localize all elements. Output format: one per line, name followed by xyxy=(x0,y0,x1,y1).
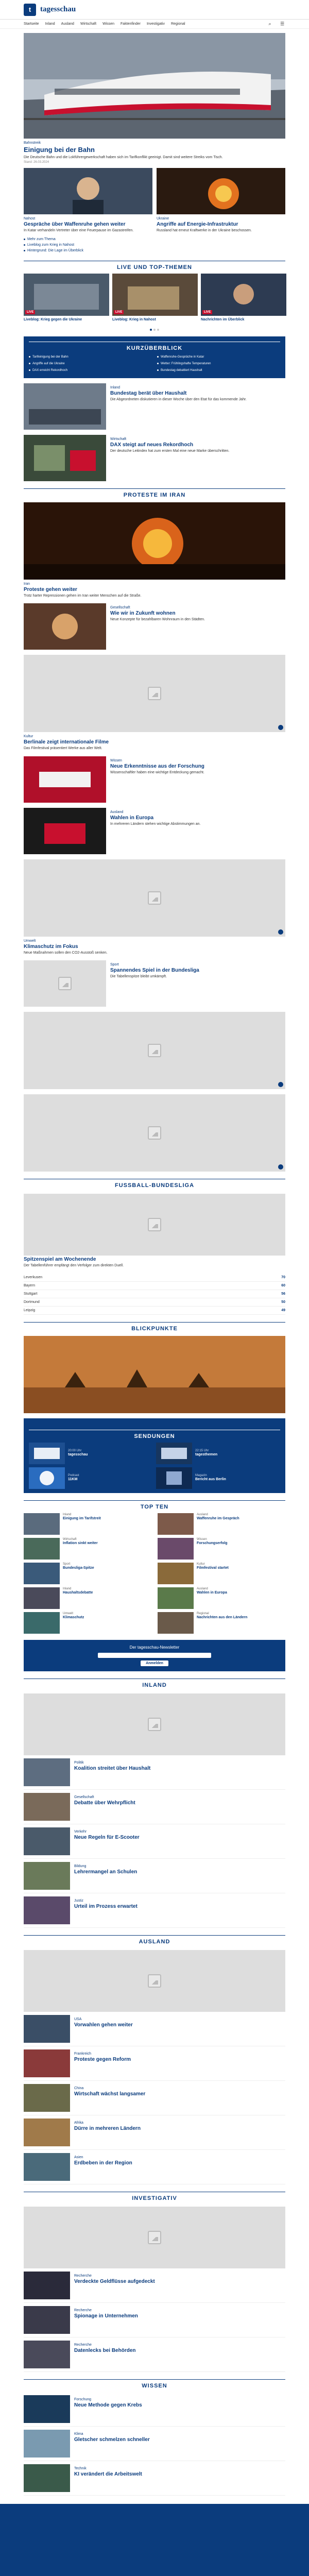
section-title-live: LIVE UND TOP-THEMEN xyxy=(24,261,285,270)
list-teaser[interactable]: Forschung Neue Methode gegen Krebs xyxy=(24,2392,285,2427)
kb-item[interactable]: Wetter: Frühlingshafte Temperaturen xyxy=(157,361,280,366)
image-placeholder[interactable] xyxy=(24,1094,285,1172)
topten-item[interactable]: Sport Bundesliga-Spitze xyxy=(24,1563,151,1584)
image-placeholder[interactable] xyxy=(24,1194,285,1256)
teaser-pair xyxy=(24,168,285,233)
section-title-sendungen: SENDUNGEN xyxy=(29,1430,280,1439)
live-card[interactable]: LIVE Liveblog: Krieg gegen die Ukraine xyxy=(24,274,109,322)
sendungen-box xyxy=(24,1418,285,1493)
live-card[interactable]: LIVE Liveblog: Krieg in Nahost xyxy=(112,274,198,322)
site-header xyxy=(0,0,309,20)
teaser-image xyxy=(157,168,285,214)
list-teaser[interactable]: Recherche Datenlecks bei Behörden xyxy=(24,2337,285,2372)
hero-image[interactable] xyxy=(24,33,285,139)
section-title-bundesliga: FUSSBALL-BUNDESLIGA xyxy=(24,1179,285,1189)
related-links xyxy=(24,236,285,253)
teaser-image xyxy=(24,168,152,214)
kb-item[interactable]: DAX erreicht Rekordhoch xyxy=(29,368,152,373)
list-teaser[interactable]: Asien Erdbeben in der Region xyxy=(24,2150,285,2184)
related-link[interactable]: Mehr zum Thema xyxy=(24,236,285,242)
section-title-ausland: AUSLAND xyxy=(24,1935,285,1945)
section-title-wissen: WISSEN xyxy=(24,2379,285,2389)
image-placeholder[interactable] xyxy=(24,859,285,937)
list-teaser[interactable]: Politik Koalition streitet über Haushalt xyxy=(24,1755,285,1790)
table-row[interactable]: Leipzig 49 xyxy=(24,1307,285,1315)
image-placeholder[interactable] xyxy=(24,1693,285,1755)
page: t tagesschau Startseite Inland Ausland Wirtschaft Wissen Faktenfinder Investigativ Regional ⌕ ☰ Bahnstreik Einigung bei der Bahn Die Deutsche Bahn und die Lokführergewerkschaft haben sich im Tarifkonflikt geeinigt. Damit sind weitere Streiks vom Tisch. Stand: 26.03.2024 Nahost Gespräche über Waffenruhe gehen weiter In Katar verhandeln Vertreter über eine Feuerpause im Gazastreifen. Ukraine Angriffe auf Energie-Infrastruktur Russland hat erneut Kraftwerke in der Ukraine beschossen. Mehr zum Thema Liveblog zum Krieg in Nahost Hintergrund: Die Lage im Überblick LIVE UND TOP-THEMEN LIVE Liveblog: Krieg gegen die Ukraine LIVE Liveblog: Krieg in Nahost LIVE Nachrichten im Überblick KURZÜBERBLICK Tarifeinigung bei der Bahn Waffenruhe-Gespräche in Katar Angriffe auf die Ukraine Wetter: Frühlingshafte Temperaturen DAX erreicht Rekordhoch Bundestag debattiert Haushalt Inland Bundestag berät über Haushalt Die Abgeordneten diskutieren in dieser Woche über den Etat für das kommende Jahr. Wirtschaft DAX steigt auf neues Rekordhoch Der deutsche Leitindex hat zum ersten Mal eine neue Marke überschritten. PROTESTE IM IRAN Iran Proteste gehen weiter Trotz harter Repressionen gehen im Iran weiter Menschen auf die Straße. Gesellschaft Wie wir in Zukunft wohnen Neue Konzepte für bezahlbaren Wohnraum in den Städten. Kultur Berlinale zeigt internationale Filme Das Filmfestival präsentiert Werke aus aller Welt. Wissen Neue Erkenntnisse aus der Forschung Wissenschaftler haben eine wichtige Entdeckung gemacht. Ausland Wahlen in Europa In mehreren Ländern stehen wichtige Abstimmungen an. Umwelt Klimaschutz im Fokus Neue Maßnahmen sollen den CO2-Ausstoß senken. Sport Spannendes Spiel in der Bundesliga Die Tabellenspitze bleibt umkämpft. FUSSBALL-BUNDESLIGA Spitzenspiel am Wochenende Der Tabellenführer empfängt den Verfolger zum direkten Duell. Leverkusen 70 Bayern 60 Stuttgart 56 Dortmund 50 Leipzig 49 BLICKPUNKTE SENDUNGEN 20:00 Uhr tagesschau 22:15 Uhr tagesthemen Podcast 11KM Magazin Bericht aus Berlin TOP TEN Inland Einigung im Tarifstreit Ausland Waffenruhe im Gespräch Wirtschaft Inflation sinkt weiter Wissen Forschungserfolg Sport Bundesliga-Spitze Kultur Filmfestival startet Inland Haushaltsdebatte Ausland Wahlen in Europa Umwelt Klimaschutz Regional Nachrichten aus den Ländern Der tagesschau-Newsletter Anmelden INLAND Politik Koalition streitet über Haushalt Gesellschaft Debatte über Wehrpflicht Verkehr Neue Regeln für E-Scooter Bildung Lehrermangel an Schulen Justiz Urteil im Prozess erwartet AUSLAND USA Vorwahlen gehen weiter Frankreich Proteste gegen Reform China Wirtschaft wächst langsamer Afrika Dürre in mehreren Ländern Asien Erdbeben in der Region INVESTIGATIV Recherche Verdeckte Geldflüsse aufgedeckt Recherche Spionage in Unternehmen Recherche Datenlecks bei Behörden WISSEN Forschung Neue Methode gegen Krebs Klima Gletscher schmelzen schneller Technik KI verändert die Arbeitswelt xyxy=(0,0,309,2576)
hero-kicker: Bahnstreik xyxy=(24,141,41,145)
list-teaser[interactable]: Frankreich Proteste gegen Reform xyxy=(24,2046,285,2081)
row-teaser[interactable]: Ausland Wahlen in Europa In mehreren Ländern stehen wichtige Abstimmungen an. xyxy=(24,808,285,854)
image-placeholder[interactable] xyxy=(24,1950,285,2012)
bundesliga-table xyxy=(24,1274,285,1315)
teaser-card[interactable]: Ukraine Angriffe auf Energie-Infrastruktur Russland hat erneut Kraftwerke in der Ukraine beschossen. xyxy=(157,168,285,233)
topten-item[interactable]: Wirtschaft Inflation sinkt weiter xyxy=(24,1538,151,1560)
list-teaser[interactable]: Bildung Lehrermangel an Schulen xyxy=(24,1859,285,1893)
sendung-item[interactable]: Magazin Bericht aus Berlin xyxy=(156,1467,280,1489)
logo-text[interactable]: tagesschau xyxy=(40,5,76,13)
nav-item-inland[interactable]: Inland xyxy=(45,22,55,26)
row-teaser[interactable]: Sport Spannendes Spiel in der Bundesliga Die Tabellenspitze bleibt umkämpft. xyxy=(24,960,285,1007)
nav-item-ausland[interactable]: Ausland xyxy=(61,22,74,26)
row-teaser[interactable]: Gesellschaft Wie wir in Zukunft wohnen Neue Konzepte für bezahlbaren Wohnraum in den Städten. xyxy=(24,603,285,650)
blickpunkte-image[interactable] xyxy=(24,1336,285,1413)
list-teaser[interactable]: Justiz Urteil im Prozess erwartet xyxy=(24,1893,285,1928)
proteste-image[interactable] xyxy=(24,502,285,580)
list-teaser[interactable]: Klima Gletscher schmelzen schneller xyxy=(24,2427,285,2461)
nav-item-investigativ[interactable]: Investigativ xyxy=(146,22,165,26)
list-teaser[interactable]: Afrika Dürre in mehreren Ländern xyxy=(24,2115,285,2150)
list-teaser[interactable]: Verkehr Neue Regeln für E-Scooter xyxy=(24,1824,285,1859)
section-title-proteste: PROTESTE IM IRAN xyxy=(24,488,285,498)
topten-item[interactable]: Wissen Forschungserfolg xyxy=(158,1538,285,1560)
site-footer xyxy=(0,2504,309,2576)
nav-item-wirtschaft[interactable]: Wirtschaft xyxy=(80,22,97,26)
live-carousel xyxy=(24,274,285,322)
topten-item[interactable]: Inland Einigung im Tarifstreit xyxy=(24,1513,151,1535)
menu-icon[interactable]: ☰ xyxy=(280,21,285,26)
image-placeholder[interactable] xyxy=(24,2207,285,2268)
topten-grid xyxy=(24,1513,285,1634)
nav-item-faktenfinder[interactable]: Faktenfinder xyxy=(121,22,141,26)
list-teaser[interactable]: Recherche Verdeckte Geldflüsse aufgedeckt xyxy=(24,2268,285,2303)
list-teaser[interactable]: USA Vorwahlen gehen weiter xyxy=(24,2012,285,2046)
section-title-blickpunkte: BLICKPUNKTE xyxy=(24,1322,285,1332)
list-teaser[interactable]: Gesellschaft Debatte über Wehrpflicht xyxy=(24,1790,285,1824)
row-teaser[interactable]: Wissen Neue Erkenntnisse aus der Forschung Wissenschaftler haben eine wichtige Entdeckung gemacht. xyxy=(24,756,285,803)
table-row[interactable]: Stuttgart 56 xyxy=(24,1290,285,1298)
topten-item[interactable]: Inland Haushaltsdebatte xyxy=(24,1587,151,1609)
nav-item-wissen[interactable]: Wissen xyxy=(102,22,115,26)
section-title-topten: TOP TEN xyxy=(24,1500,285,1510)
related-link[interactable]: Liveblog zum Krieg in Nahost xyxy=(24,242,285,248)
kb-item[interactable]: Angriffe auf die Ukraine xyxy=(29,361,152,366)
section-title-inland: INLAND xyxy=(24,1679,285,1688)
nav-item-regional[interactable]: Regional xyxy=(170,22,185,26)
list-teaser[interactable]: Technik KI verändert die Arbeitswelt xyxy=(24,2461,285,2496)
search-icon[interactable]: ⌕ xyxy=(268,21,271,26)
main-nav xyxy=(0,20,309,29)
hero-lede: Die Deutsche Bahn und die Lokführergewerkschaft haben sich im Tarifkonflikt geeinigt. Damit sind weitere Streiks vom Tisch. xyxy=(24,156,223,159)
table-row[interactable]: Bayern 60 xyxy=(24,1282,285,1290)
related-link[interactable]: Hintergrund: Die Lage im Überblick xyxy=(24,248,285,253)
topten-item[interactable]: Ausland Waffenruhe im Gespräch xyxy=(158,1513,285,1535)
nav-item-startseite[interactable]: Startseite xyxy=(24,22,39,26)
carousel-dots[interactable] xyxy=(24,325,285,332)
kb-item[interactable]: Waffenruhe-Gespräche in Katar xyxy=(157,354,280,360)
teaser-card[interactable]: Nahost Gespräche über Waffenruhe gehen weiter In Katar verhandeln Vertreter über eine Feuerpause im Gazastreifen. xyxy=(24,168,152,233)
sendung-item[interactable]: Podcast 11KM xyxy=(29,1467,153,1489)
newsletter-email-input[interactable] xyxy=(98,1653,211,1658)
image-placeholder[interactable] xyxy=(24,1012,285,1089)
kurzueberblick-box xyxy=(24,336,285,378)
topten-item[interactable]: Ausland Wahlen in Europa xyxy=(158,1587,285,1609)
row-teaser[interactable]: Wirtschaft DAX steigt auf neues Rekordhoch Der deutsche Leitindex hat zum ersten Mal eine neue Marke überschritten. xyxy=(24,435,285,481)
section-title-investigativ: INVESTIGATIV xyxy=(24,2192,285,2201)
logo[interactable]: t xyxy=(24,4,36,16)
hero-headline[interactable]: Einigung bei der Bahn xyxy=(24,146,95,154)
live-card[interactable]: LIVE Nachrichten im Überblick xyxy=(201,274,286,322)
sendung-item[interactable]: 22:15 Uhr tagesthemen xyxy=(156,1443,280,1464)
hero-meta: Stand: 26.03.2024 xyxy=(24,161,49,164)
list-teaser[interactable]: Recherche Spionage in Unternehmen xyxy=(24,2303,285,2337)
newsletter-box: Der tagesschau-Newsletter Anmelden xyxy=(24,1640,285,1671)
kb-item[interactable]: Tarifeinigung bei der Bahn xyxy=(29,354,152,360)
proteste-headline[interactable]: Proteste gehen weiter xyxy=(24,586,77,592)
list-teaser[interactable]: China Wirtschaft wächst langsamer xyxy=(24,2081,285,2115)
table-row[interactable]: Leverkusen 70 xyxy=(24,1274,285,1282)
topten-item[interactable]: Kultur Filmfestival startet xyxy=(158,1563,285,1584)
topten-item[interactable]: Regional Nachrichten aus den Ländern xyxy=(158,1612,285,1634)
section-title-kurzueberblick: KURZÜBERBLICK xyxy=(29,342,280,351)
kb-item[interactable]: Bundestag debattiert Haushalt xyxy=(157,368,280,373)
sendung-item[interactable]: 20:00 Uhr tagesschau xyxy=(29,1443,153,1464)
row-teaser[interactable]: Inland Bundestag berät über Haushalt Die Abgeordneten diskutieren in dieser Woche über den Etat für das kommende Jahr. xyxy=(24,383,285,430)
table-row[interactable]: Dortmund 50 xyxy=(24,1298,285,1307)
image-placeholder[interactable] xyxy=(24,655,285,732)
topten-item[interactable]: Umwelt Klimaschutz xyxy=(24,1612,151,1634)
newsletter-signup-button[interactable]: Anmelden xyxy=(141,1660,168,1666)
